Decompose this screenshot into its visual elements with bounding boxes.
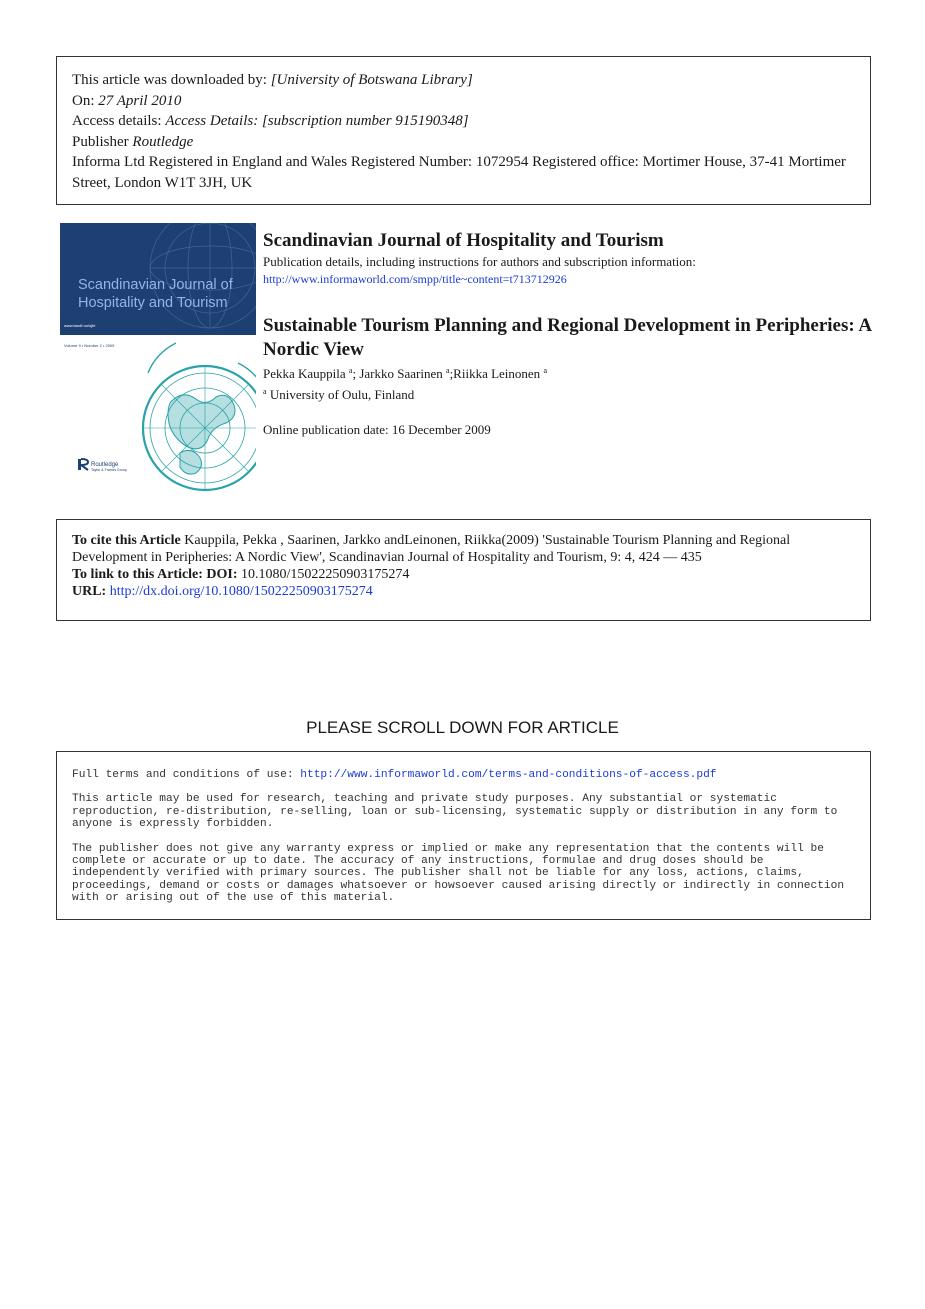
cite-label: To cite this Article	[72, 533, 181, 548]
affil-mark-3: a	[543, 366, 547, 375]
terms-box	[56, 751, 871, 920]
terms-warranty-paragraph: The publisher does not give any warranty express or implied or make any representation that the contents will be complete or accurate or up to date. The accuracy of any instructions, formulae and drug doses should be independently verified with primary sources. The publisher shall not be liable for any loss, actions, claims, proceedings, demand or costs or damages whatsoever or howsoever caused arising directly or indirectly in connection with or arising out of the use of this material.	[72, 842, 845, 905]
cover-illustration	[60, 223, 256, 500]
citation-box	[56, 519, 871, 621]
affiliation	[263, 383, 875, 404]
cite-text: Kauppila, Pekka , Saarinen, Jarkko andLeinonen, Riikka(2009) 'Sustainable Tourism Planning and Regional Development in Peripheries: A Nordic View', Scandinavian Journal of Hospitality and Tourism, 9: 4, 424 — 435	[72, 533, 791, 565]
cover-url: www.tandf.no/sjht	[64, 323, 96, 328]
url-label: URL:	[72, 584, 107, 599]
affil-mark-1: a	[348, 366, 353, 375]
download-info-box	[56, 56, 871, 205]
access-details-value: Access Details: [subscription number 915190348]	[165, 113, 469, 129]
scroll-notice: PLEASE SCROLL DOWN FOR ARTICLE	[306, 718, 619, 737]
journal-url-link[interactable]: http://www.informaworld.com/smpp/title~content=t713712926	[263, 272, 567, 286]
registration-info: Informa Ltd Registered in England and Wales Registered Number: 1072954 Registered office: Mortimer House, 37-41 Mortimer Street, London W1T 3JH, UK	[72, 154, 846, 191]
publisher-value: Routledge	[132, 133, 194, 150]
publication-details: Publication details, including instructions for authors and subscription information:	[263, 254, 696, 269]
downloaded-by-line	[72, 70, 855, 91]
cite-paragraph	[72, 532, 855, 566]
terms-label: Full terms and conditions of use:	[72, 769, 301, 781]
url-line	[72, 583, 855, 600]
authors	[263, 362, 875, 383]
author-1: Pekka Kauppila	[263, 366, 349, 381]
downloaded-by-value: [University of Botswana Library]	[270, 72, 473, 88]
terms-url-link[interactable]: http://www.informaworld.com/terms-and-conditions-of-access.pdf	[300, 769, 717, 781]
online-publication-date: Online publication date: 16 December 2009	[263, 422, 491, 437]
cover-publisher-sub: Taylor & Francis Group	[91, 468, 127, 472]
affiliation-text: University of Oulu, Finland	[266, 387, 415, 402]
publisher-label: Publisher	[72, 133, 133, 150]
doi-value: 10.1080/15022250903175274	[237, 567, 410, 582]
doi-label: To link to this Article: DOI:	[72, 567, 238, 582]
downloaded-by-label: This article was downloaded by:	[72, 72, 271, 88]
article-info	[263, 229, 875, 439]
doi-line	[72, 566, 855, 583]
article-url-link[interactable]: http://dx.doi.org/10.1080/15022250903175274	[106, 584, 373, 599]
access-details-label: Access details:	[72, 113, 166, 129]
cover-publisher: Routledge	[91, 462, 119, 468]
publisher-line	[72, 132, 855, 153]
download-date-value: 27 April 2010	[98, 92, 182, 109]
article-title: Sustainable Tourism Planning and Regional Development in Peripheries: A Nordic View	[263, 315, 872, 360]
affil-mark-4: a	[263, 387, 267, 396]
affil-mark-2: a	[446, 366, 450, 375]
cover-title-line1: Scandinavian Journal of	[78, 277, 233, 293]
cover-volume: Volume 9 • Number 2 • 2009	[64, 343, 115, 348]
terms-usage-paragraph: This article may be used for research, teaching and private study purposes. Any substantial or systematic reproduction, re-distribution, re-selling, loan or sub-licensing, systematic supply or distribution in any form to anyone is expressly forbidden.	[72, 793, 838, 831]
access-details-line	[72, 111, 855, 132]
journal-cover-image	[60, 223, 256, 500]
cover-title-line2: Hospitality and Tourism	[78, 295, 228, 311]
download-date-label: On:	[72, 92, 99, 109]
author-2: ; Jarkko Saarinen	[352, 366, 446, 381]
download-date-line	[72, 91, 855, 112]
author-3: ;Riikka Leinonen	[449, 366, 544, 381]
terms-line	[72, 769, 855, 781]
journal-title: Scandinavian Journal of Hospitality and Tourism	[263, 230, 664, 251]
